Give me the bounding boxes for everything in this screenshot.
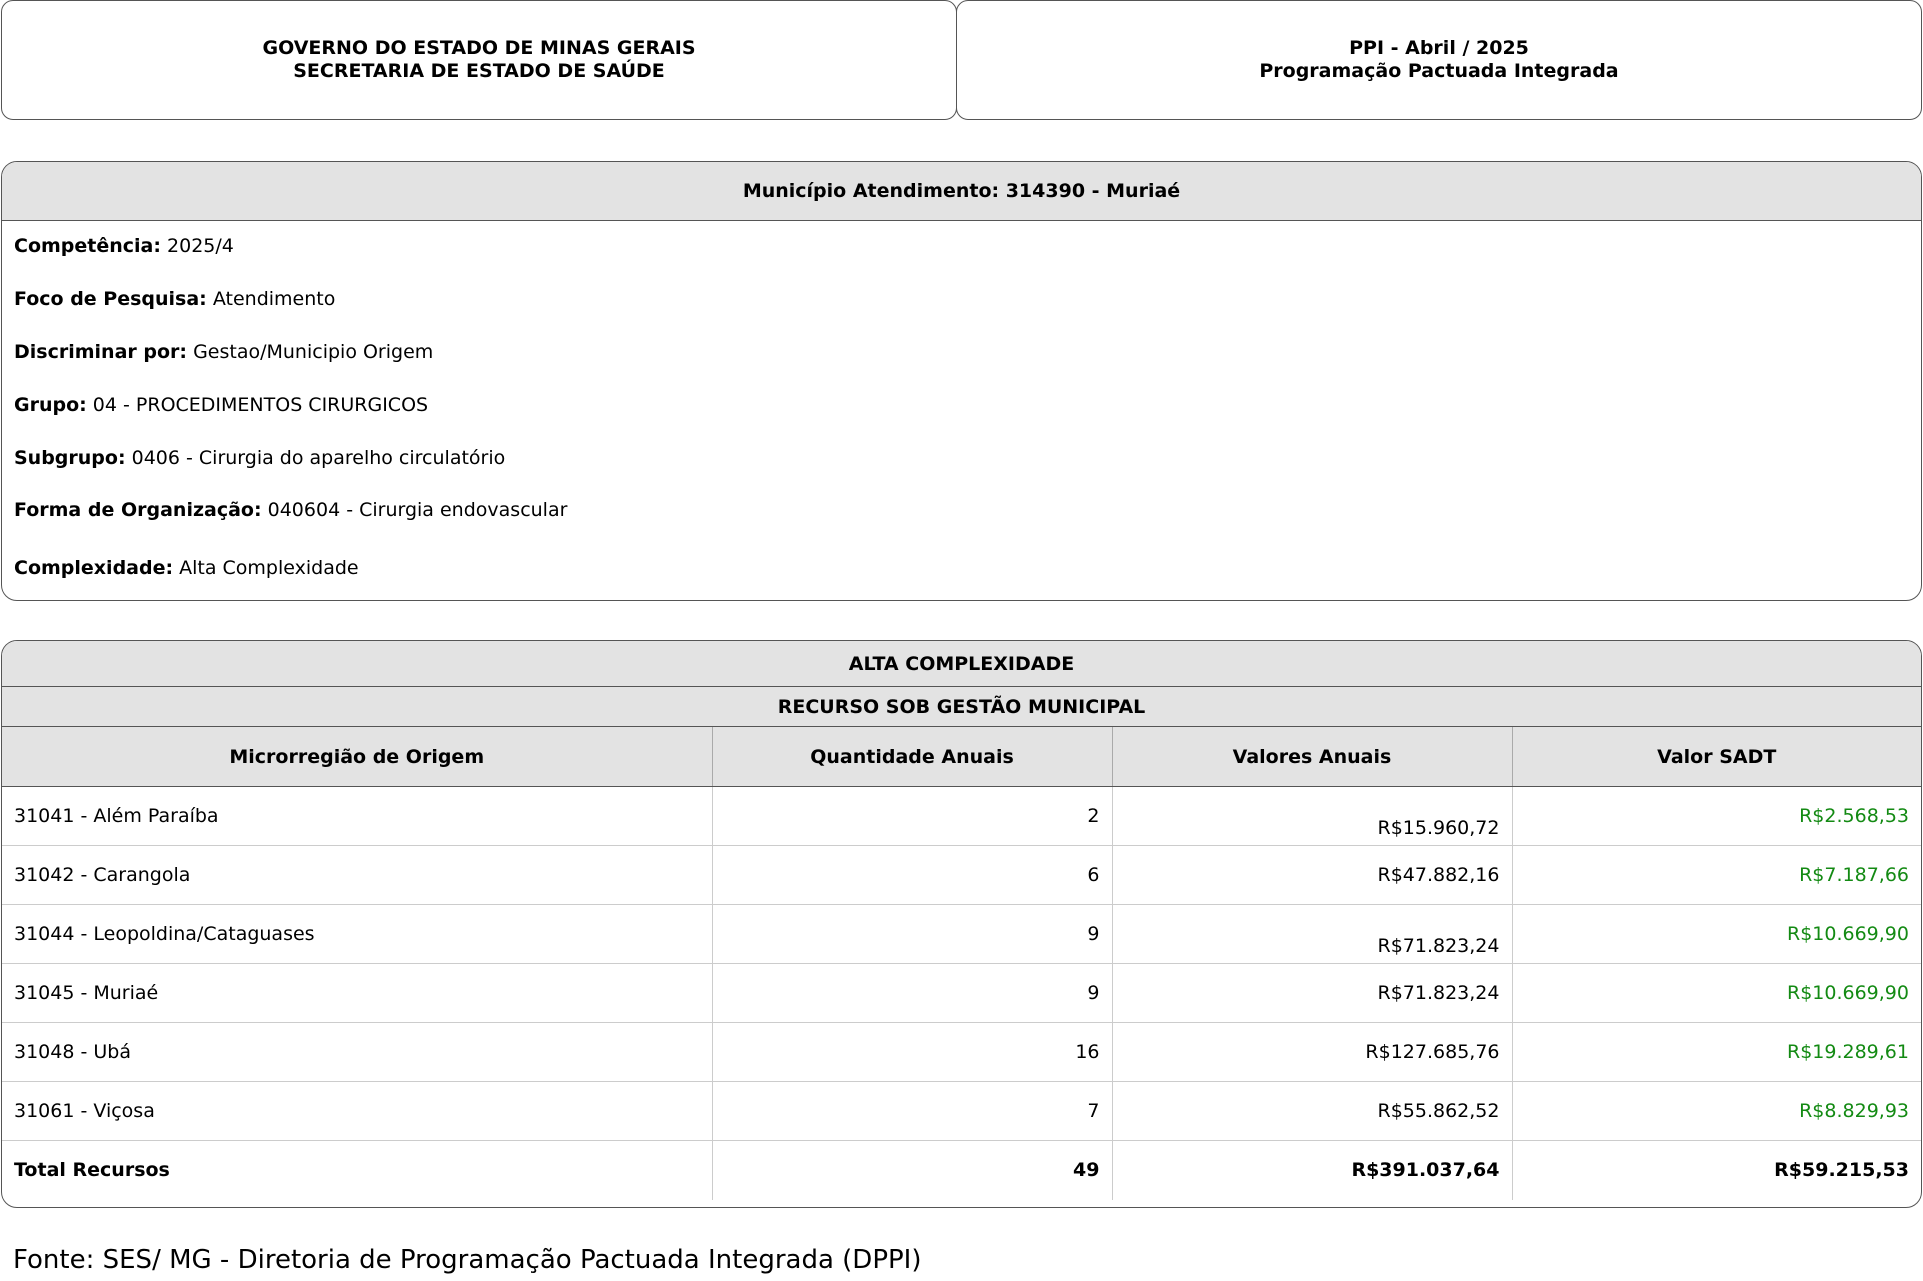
- filter-forma-organizacao: [14, 498, 567, 522]
- filter-foco-pesquisa: [14, 287, 335, 311]
- cell-sadt: R$8.829,93: [1512, 1082, 1921, 1141]
- column-header-valores: Valores Anuais: [1112, 727, 1512, 787]
- cell-sadt: R$7.187,66: [1512, 846, 1921, 905]
- cell-microrregiao: 31048 - Ubá: [2, 1023, 712, 1082]
- cell-valor: R$47.882,16: [1112, 846, 1512, 905]
- column-header-microrregiao: Microrregião de Origem: [2, 727, 712, 787]
- cell-quantidade: 2: [712, 787, 1112, 846]
- filter-value: 04 - PROCEDIMENTOS CIRURGICOS: [92, 394, 429, 416]
- filter-complexidade: [14, 556, 359, 580]
- cell-sadt: R$2.568,53: [1512, 787, 1921, 846]
- filter-value: Alta Complexidade: [179, 557, 359, 579]
- column-header-sadt: Valor SADT: [1512, 727, 1921, 787]
- resources-table: [2, 727, 1921, 1200]
- cell-quantidade: 16: [712, 1023, 1112, 1082]
- header-ppi-title: Programação Pactuada Integrada: [1259, 60, 1619, 82]
- management-band: RECURSO SOB GESTÃO MUNICIPAL: [2, 687, 1921, 727]
- filter-subgrupo: [14, 446, 505, 470]
- cell-microrregiao: 31042 - Carangola: [2, 846, 712, 905]
- total-quantidade: 49: [712, 1141, 1112, 1200]
- filter-competencia: [14, 234, 234, 258]
- cell-microrregiao: 31041 - Além Paraíba: [2, 787, 712, 846]
- table-row: [2, 846, 1921, 905]
- filter-discriminar: [14, 340, 433, 364]
- filter-value: 040604 - Cirurgia endovascular: [267, 499, 568, 521]
- cell-sadt: R$19.289,61: [1512, 1023, 1921, 1082]
- filter-label: Grupo:: [14, 394, 87, 416]
- header-ppi-date: PPI - Abril / 2025: [1349, 37, 1529, 59]
- cell-microrregiao: 31061 - Viçosa: [2, 1082, 712, 1141]
- filter-value: Gestao/Municipio Origem: [193, 341, 434, 363]
- header-left-box: [1, 0, 957, 120]
- filter-label: Discriminar por:: [14, 341, 188, 363]
- cell-valor: R$55.862,52: [1112, 1082, 1512, 1141]
- cell-sadt: R$10.669,90: [1512, 905, 1921, 964]
- header-right-box: [956, 0, 1922, 120]
- cell-quantidade: 9: [712, 905, 1112, 964]
- filter-value: 0406 - Cirurgia do aparelho circulatório: [131, 447, 506, 469]
- table-row: [2, 905, 1921, 964]
- filter-label: Forma de Organização:: [14, 499, 262, 521]
- header-secretariat: SECRETARIA DE ESTADO DE SAÚDE: [293, 60, 665, 82]
- cell-valor: R$15.960,72: [1112, 787, 1512, 846]
- table-header-row: [2, 727, 1921, 787]
- cell-valor: R$127.685,76: [1112, 1023, 1512, 1082]
- column-header-quantidade: Quantidade Anuais: [712, 727, 1112, 787]
- cell-valor: R$71.823,24: [1112, 905, 1512, 964]
- total-valor: R$391.037,64: [1112, 1141, 1512, 1200]
- table-row: [2, 1082, 1921, 1141]
- filter-label: Complexidade:: [14, 557, 174, 579]
- complexity-band: ALTA COMPLEXIDADE: [2, 641, 1921, 687]
- total-label: Total Recursos: [2, 1141, 712, 1200]
- filter-value: Atendimento: [212, 288, 336, 310]
- cell-microrregiao: 31044 - Leopoldina/Cataguases: [2, 905, 712, 964]
- total-sadt: R$59.215,53: [1512, 1141, 1921, 1200]
- cell-quantidade: 9: [712, 964, 1112, 1023]
- table-row: [2, 964, 1921, 1023]
- filter-label: Subgrupo:: [14, 447, 126, 469]
- filters-panel: [1, 161, 1922, 601]
- table-total-row: [2, 1141, 1921, 1200]
- cell-quantidade: 6: [712, 846, 1112, 905]
- filter-label: Competência:: [14, 235, 161, 257]
- filter-value: 2025/4: [167, 235, 234, 257]
- table-row: [2, 1023, 1921, 1082]
- filter-grupo: [14, 393, 428, 417]
- source-note: Fonte: SES/ MG - Diretoria de Programação Pactuada Integrada (DPPI): [13, 1245, 922, 1275]
- header-government: GOVERNO DO ESTADO DE MINAS GERAIS: [262, 37, 696, 59]
- cell-valor: R$71.823,24: [1112, 964, 1512, 1023]
- filter-label: Foco de Pesquisa:: [14, 288, 207, 310]
- cell-microrregiao: 31045 - Muriaé: [2, 964, 712, 1023]
- resources-table-panel: [1, 640, 1922, 1208]
- municipality-title: Município Atendimento: 314390 - Muriaé: [2, 162, 1921, 221]
- table-row: [2, 787, 1921, 846]
- cell-sadt: R$10.669,90: [1512, 964, 1921, 1023]
- cell-quantidade: 7: [712, 1082, 1112, 1141]
